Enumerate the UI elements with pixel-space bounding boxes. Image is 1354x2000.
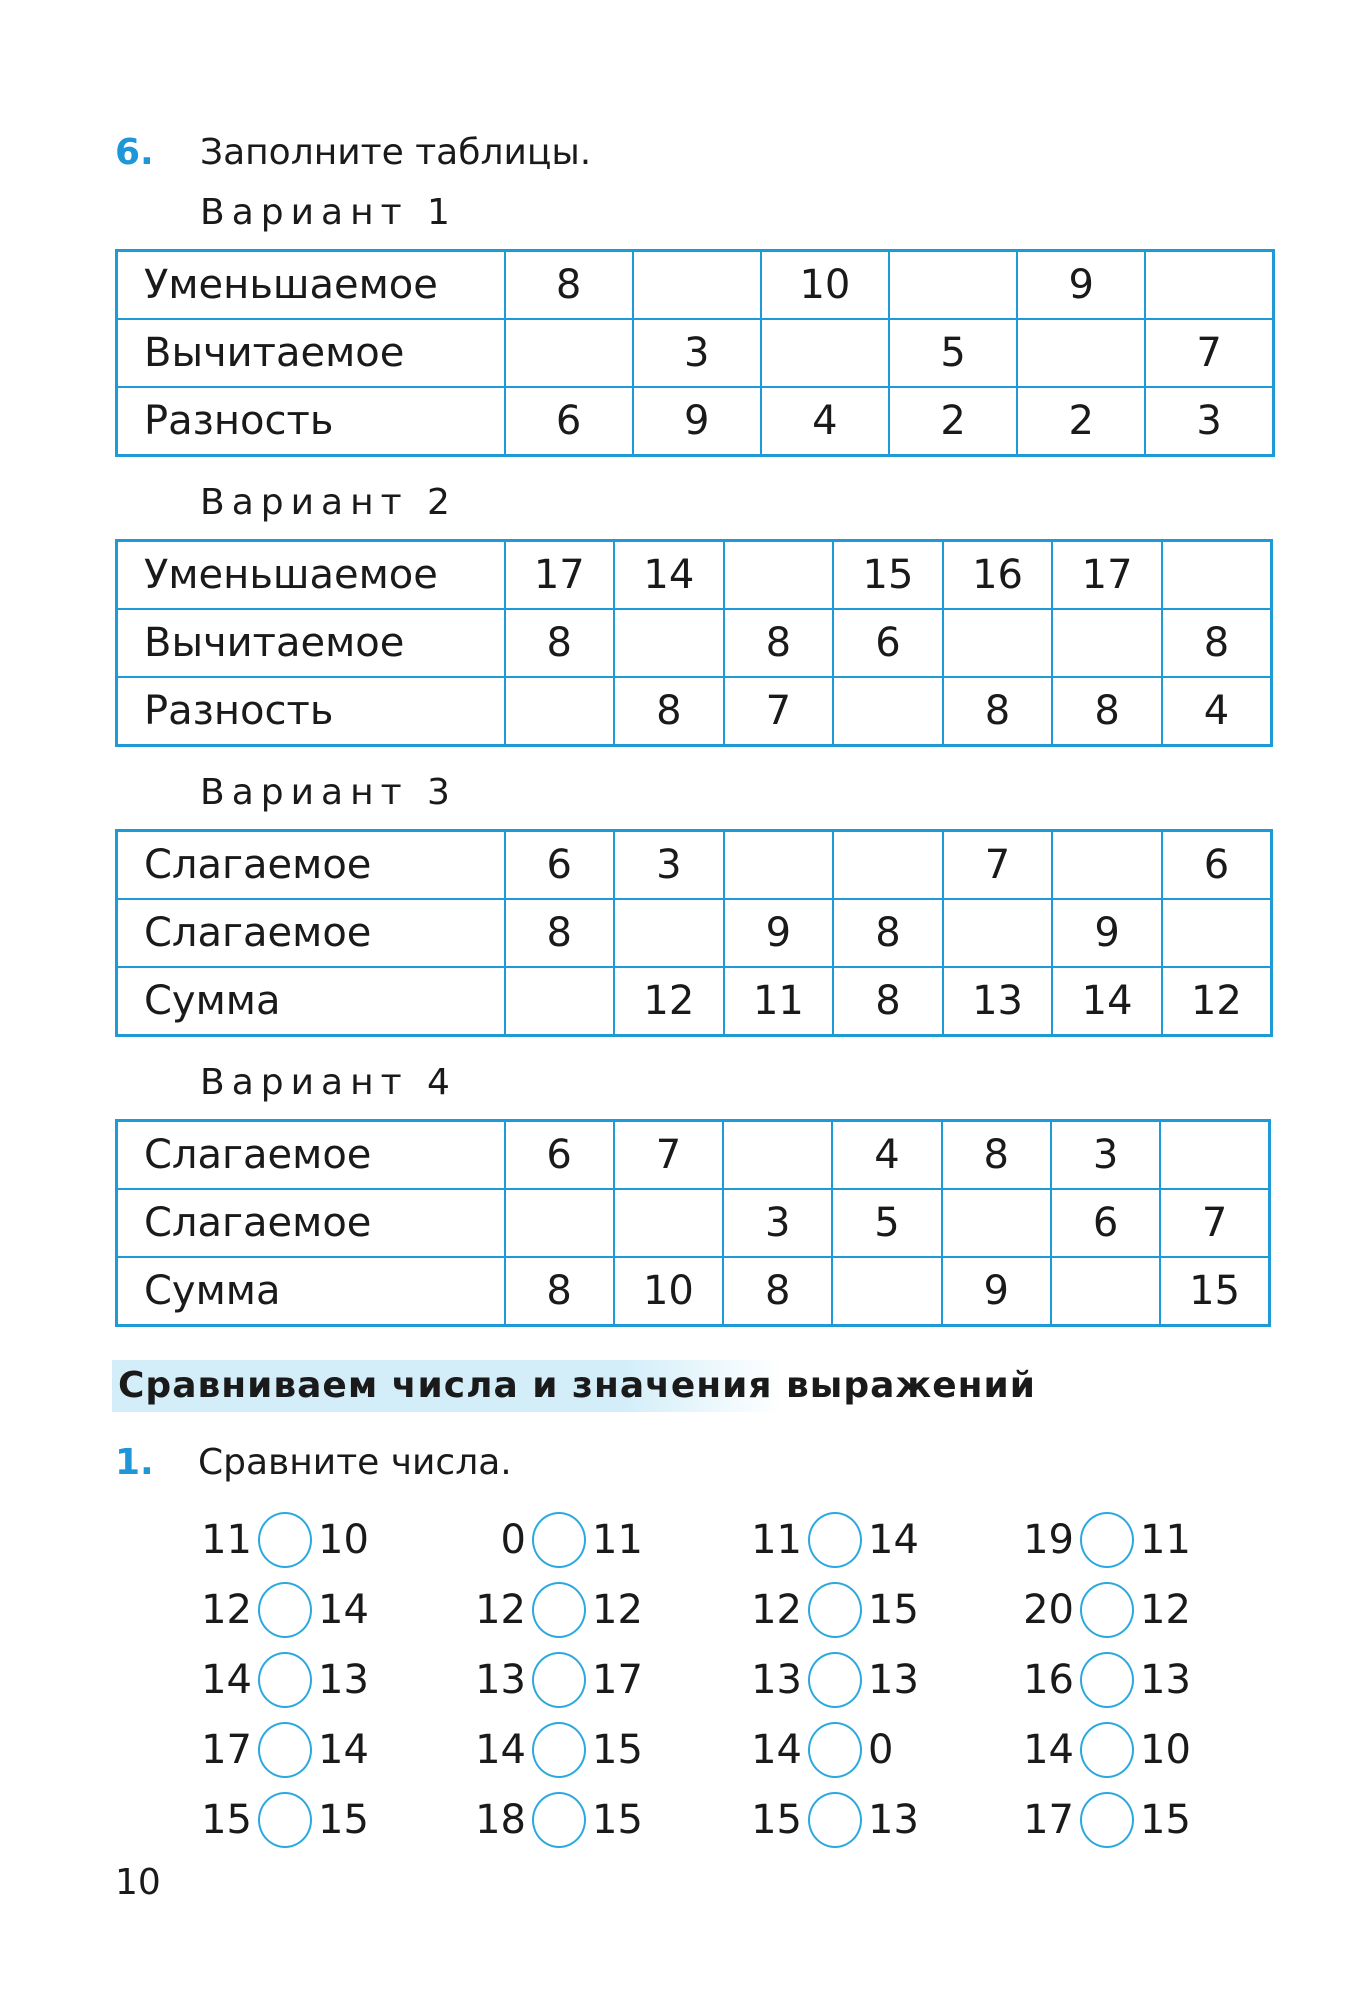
variant-1-table [115,249,1275,457]
table-cell[interactable] [1160,1121,1269,1190]
table-cell[interactable] [943,899,1053,967]
row-label: Вычитаемое [117,609,505,677]
compare-circle[interactable] [808,1722,862,1778]
right-number: 13 [318,1657,369,1703]
table-cell[interactable]: 3 [1051,1121,1160,1190]
left-number: 12 [751,1587,802,1633]
table-row [117,1189,1270,1257]
table-cell[interactable] [724,831,834,900]
table-cell[interactable]: 9 [1017,251,1145,320]
left-number: 20 [1023,1587,1074,1633]
table-row [117,387,1274,456]
table-cell[interactable] [943,609,1053,677]
table-cell[interactable]: 12 [1162,967,1272,1036]
table-cell[interactable]: 2 [1017,387,1145,456]
compare-item [1012,1575,1210,1645]
compare-column-2 [464,1505,662,1855]
table-cell[interactable] [614,609,724,677]
compare-item [1012,1715,1210,1785]
table-cell[interactable] [1051,1257,1160,1326]
table-cell[interactable]: 8 [723,1257,832,1326]
right-number: 13 [868,1797,919,1843]
compare-item [190,1505,388,1575]
left-number: 11 [201,1517,252,1563]
table-cell[interactable]: 8 [505,251,633,320]
table-cell[interactable]: 8 [833,899,943,967]
compare-circle[interactable] [258,1722,312,1778]
table-cell[interactable]: 11 [724,967,834,1036]
compare-item [740,1785,938,1855]
left-number: 14 [751,1727,802,1773]
table-cell[interactable]: 9 [1052,899,1162,967]
table-cell[interactable]: 4 [761,387,889,456]
table-cell[interactable]: 8 [1052,677,1162,746]
table-cell[interactable] [833,677,943,746]
left-number: 12 [201,1587,252,1633]
table-cell[interactable]: 13 [943,967,1053,1036]
table-cell[interactable]: 7 [1145,319,1273,387]
table-cell[interactable]: 8 [724,609,834,677]
table-cell[interactable]: 3 [614,831,724,900]
table-cell[interactable] [1162,899,1272,967]
table-cell[interactable]: 6 [505,1121,614,1190]
table-cell[interactable] [833,831,943,900]
compare-column-1 [190,1505,388,1855]
table-cell[interactable]: 15 [1160,1257,1269,1326]
left-number: 14 [201,1657,252,1703]
row-label: Слагаемое [117,1121,505,1190]
left-number: 19 [1023,1517,1074,1563]
table-cell[interactable] [614,1189,723,1257]
table-cell[interactable]: 5 [832,1189,941,1257]
right-number: 14 [318,1587,369,1633]
table-cell[interactable]: 9 [942,1257,1051,1326]
right-number: 13 [868,1657,919,1703]
task-text: Сравните числа. [198,1442,512,1483]
right-number: 0 [868,1727,894,1773]
table-row [117,1257,1270,1326]
compare-item [464,1715,662,1785]
table-cell[interactable]: 14 [614,541,724,610]
table-row [117,609,1272,677]
table-cell[interactable] [1017,319,1145,387]
right-number: 15 [318,1797,369,1843]
right-number: 15 [592,1797,643,1843]
table-cell[interactable] [723,1121,832,1190]
task-number: 6. [115,132,154,173]
table-cell[interactable]: 7 [724,677,834,746]
right-number: 11 [1140,1517,1191,1563]
table-cell[interactable]: 8 [614,677,724,746]
table-cell[interactable]: 17 [505,541,615,610]
compare-circle[interactable] [808,1512,862,1568]
table-cell[interactable] [505,319,633,387]
table-cell[interactable] [1145,251,1273,320]
left-number: 15 [751,1797,802,1843]
table-row [117,319,1274,387]
compare-item [190,1645,388,1715]
table-cell[interactable]: 6 [505,831,615,900]
table-cell[interactable]: 3 [723,1189,832,1257]
compare-column-3 [740,1505,938,1855]
row-label: Разность [117,387,505,456]
table-cell[interactable] [614,899,724,967]
table-cell[interactable]: 8 [505,899,615,967]
table-cell[interactable]: 5 [889,319,1017,387]
compare-circle[interactable] [1080,1722,1134,1778]
compare-item [740,1715,938,1785]
table-cell[interactable]: 8 [1162,609,1272,677]
table-cell[interactable]: 8 [505,1257,614,1326]
table-cell[interactable]: 2 [889,387,1017,456]
row-label: Разность [117,677,505,746]
compare-item [740,1575,938,1645]
left-number: 12 [475,1587,526,1633]
left-number: 15 [201,1797,252,1843]
table-cell[interactable]: 9 [633,387,761,456]
row-label: Уменьшаемое [117,251,505,320]
table-cell[interactable]: 4 [832,1121,941,1190]
task-number: 1. [115,1442,154,1483]
compare-circle[interactable] [532,1512,586,1568]
table-cell[interactable]: 6 [505,387,633,456]
compare-circle[interactable] [258,1512,312,1568]
row-label: Уменьшаемое [117,541,505,610]
table-cell[interactable]: 4 [1162,677,1272,746]
table-cell[interactable]: 15 [833,541,943,610]
table-row [117,899,1272,967]
table-cell[interactable]: 8 [942,1121,1051,1190]
compare-circle[interactable] [532,1792,586,1848]
compare-item [1012,1505,1210,1575]
table-cell[interactable]: 9 [724,899,834,967]
table-cell[interactable]: 7 [943,831,1053,900]
compare-item [190,1785,388,1855]
table-row [117,1121,1270,1190]
table-cell[interactable]: 6 [1051,1189,1160,1257]
row-label: Сумма [117,967,505,1036]
right-number: 14 [318,1727,369,1773]
right-number: 13 [1140,1657,1191,1703]
variant-2-table [115,539,1273,747]
right-number: 15 [592,1727,643,1773]
table-cell[interactable] [505,677,615,746]
table-cell[interactable]: 8 [943,677,1053,746]
table-cell[interactable] [1052,831,1162,900]
variant-1-title: Вариант 1 [200,192,457,233]
page-number: 10 [115,1862,161,1903]
table-cell[interactable]: 3 [1145,387,1273,456]
left-number: 14 [1023,1727,1074,1773]
compare-item [464,1575,662,1645]
table-cell[interactable] [1162,541,1272,610]
table-cell[interactable]: 16 [943,541,1053,610]
compare-circle[interactable] [808,1652,862,1708]
compare-circle[interactable] [808,1792,862,1848]
right-number: 10 [318,1517,369,1563]
table-row [117,967,1272,1036]
compare-circle[interactable] [532,1582,586,1638]
table-row [117,541,1272,610]
table-cell[interactable]: 8 [833,967,943,1036]
compare-circle[interactable] [532,1722,586,1778]
compare-circle[interactable] [808,1582,862,1638]
right-number: 17 [592,1657,643,1703]
task-1-heading [115,1442,815,1492]
compare-circle[interactable] [1080,1582,1134,1638]
table-cell[interactable]: 17 [1052,541,1162,610]
right-number: 12 [1140,1587,1191,1633]
table-cell[interactable] [1052,609,1162,677]
table-row [117,677,1272,746]
left-number: 18 [475,1797,526,1843]
left-number: 14 [475,1727,526,1773]
compare-item [190,1715,388,1785]
compare-circle[interactable] [1080,1512,1134,1568]
variant-2-title: Вариант 2 [200,482,457,523]
left-number: 11 [751,1517,802,1563]
table-cell[interactable]: 3 [633,319,761,387]
task-6-heading [115,132,815,182]
table-cell[interactable]: 8 [505,609,615,677]
table-cell[interactable]: 7 [1160,1189,1269,1257]
left-number: 0 [500,1517,526,1563]
compare-item [1012,1785,1210,1855]
variant-4-title: Вариант 4 [200,1062,457,1103]
table-cell[interactable] [832,1257,941,1326]
table-cell[interactable]: 7 [614,1121,723,1190]
variant-3-table [115,829,1273,1037]
variant-4-table [115,1119,1271,1327]
table-cell[interactable]: 6 [1162,831,1272,900]
task-text: Заполните таблицы. [200,132,592,173]
table-cell[interactable] [505,1189,614,1257]
table-cell[interactable]: 10 [614,1257,723,1326]
right-number: 10 [1140,1727,1191,1773]
compare-item [464,1785,662,1855]
row-label: Вычитаемое [117,319,505,387]
table-cell[interactable]: 10 [761,251,889,320]
right-number: 12 [592,1587,643,1633]
row-label: Сумма [117,1257,505,1326]
compare-circle[interactable] [258,1792,312,1848]
compare-item [464,1505,662,1575]
compare-item [464,1645,662,1715]
right-number: 14 [868,1517,919,1563]
compare-item [740,1645,938,1715]
table-cell[interactable] [633,251,761,320]
right-number: 11 [592,1517,643,1563]
table-row [117,831,1272,900]
compare-item [190,1575,388,1645]
compare-circle[interactable] [258,1582,312,1638]
right-number: 15 [868,1587,919,1633]
row-label: Слагаемое [117,831,505,900]
compare-circle[interactable] [258,1652,312,1708]
right-number: 15 [1140,1797,1191,1843]
variant-3-title: Вариант 3 [200,772,457,813]
row-label: Слагаемое [117,899,505,967]
table-cell[interactable] [505,967,615,1036]
compare-item [1012,1645,1210,1715]
table-cell[interactable]: 12 [614,967,724,1036]
left-number: 13 [475,1657,526,1703]
left-number: 13 [751,1657,802,1703]
left-number: 17 [1023,1797,1074,1843]
compare-item [740,1505,938,1575]
compare-column-4 [1012,1505,1210,1855]
left-number: 16 [1023,1657,1074,1703]
table-row [117,251,1274,320]
row-label: Слагаемое [117,1189,505,1257]
left-number: 17 [201,1727,252,1773]
compare-circle[interactable] [1080,1652,1134,1708]
compare-circle[interactable] [1080,1792,1134,1848]
section-title: Сравниваем числа и значения выражений [112,1360,1042,1412]
compare-circle[interactable] [532,1652,586,1708]
table-cell[interactable] [724,541,834,610]
table-cell[interactable]: 6 [833,609,943,677]
table-cell[interactable]: 14 [1052,967,1162,1036]
table-cell[interactable] [889,251,1017,320]
table-cell[interactable] [761,319,889,387]
table-cell[interactable] [942,1189,1051,1257]
